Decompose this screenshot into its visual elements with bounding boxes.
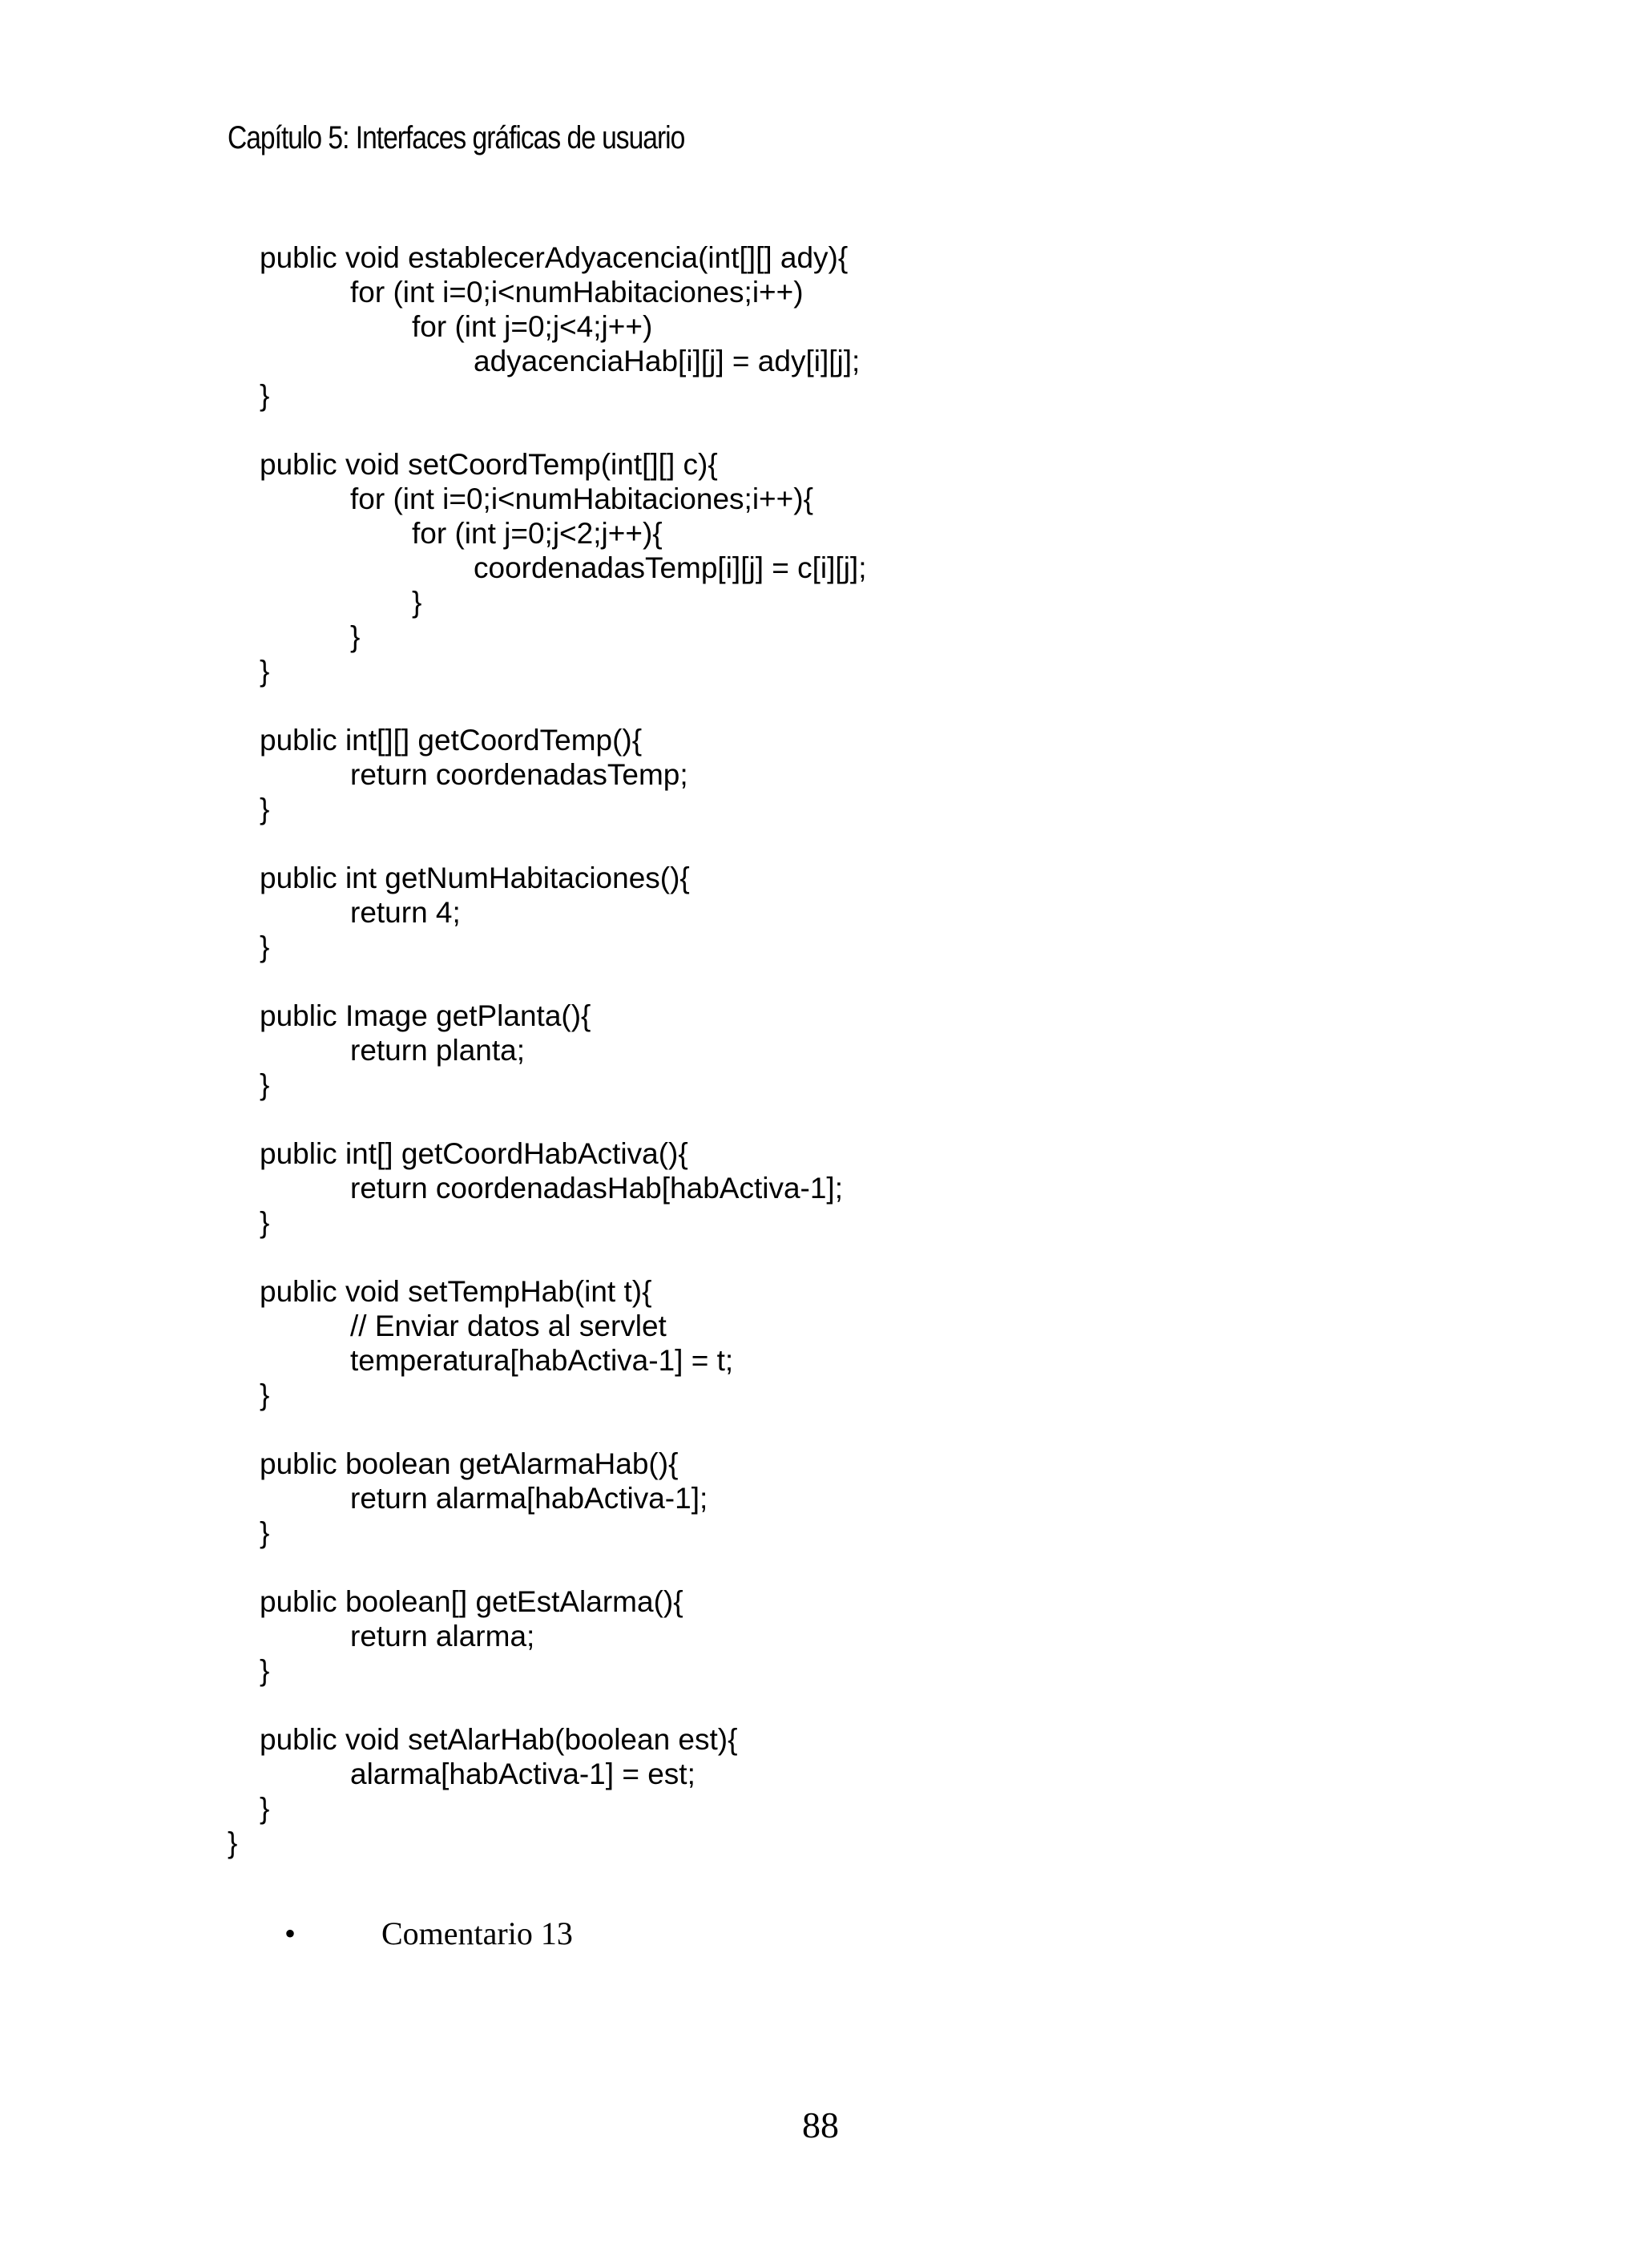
code-line xyxy=(228,1412,1429,1447)
code-line-text: for (int i=0;i<numHabitaciones;i++){ xyxy=(350,482,813,515)
code-line xyxy=(228,275,1429,309)
code-line xyxy=(228,1136,1429,1171)
code-line xyxy=(228,378,1429,413)
code-line xyxy=(228,516,1429,551)
code-line xyxy=(228,1102,1429,1136)
code-line xyxy=(228,1653,1429,1688)
code-line xyxy=(228,1757,1429,1791)
code-line-text: public void establecerAdyacencia(int[][] ady){ xyxy=(260,241,849,274)
code-line xyxy=(228,344,1429,378)
code-line xyxy=(228,723,1429,757)
code-line xyxy=(228,240,1429,275)
code-line-text: return alarma; xyxy=(350,1620,535,1653)
code-line-text: public int[] getCoordHabActiva(){ xyxy=(260,1137,688,1170)
code-listing xyxy=(228,240,1429,1860)
code-line-text: public boolean[] getEstAlarma(){ xyxy=(260,1585,683,1618)
code-line-text: // Enviar datos al servlet xyxy=(350,1310,667,1342)
code-line-text: return 4; xyxy=(350,896,461,929)
code-line-text: } xyxy=(260,1068,270,1101)
code-line-text: for (int j=0;j<4;j++) xyxy=(412,310,653,343)
code-line xyxy=(228,1205,1429,1240)
code-line xyxy=(228,688,1429,723)
code-line xyxy=(228,1309,1429,1343)
code-line xyxy=(228,792,1429,826)
page-number: 88 xyxy=(802,2105,839,2145)
code-line xyxy=(228,964,1429,999)
bullet-text: Comentario 13 xyxy=(381,1915,573,1951)
code-line xyxy=(228,1378,1429,1412)
code-line-text: public Image getPlanta(){ xyxy=(260,999,591,1032)
code-line-text: public int getNumHabitaciones(){ xyxy=(260,862,690,894)
code-line xyxy=(228,447,1429,482)
code-line xyxy=(228,1240,1429,1274)
code-line-text: public void setAlarHab(boolean est){ xyxy=(260,1723,738,1756)
code-line-text: public int[][] getCoordTemp(){ xyxy=(260,724,643,757)
code-line xyxy=(228,1619,1429,1653)
code-line xyxy=(228,1033,1429,1067)
code-line-text: coordenadasTemp[i][j] = c[i][j]; xyxy=(474,551,867,584)
code-line xyxy=(228,1791,1429,1826)
code-line-text: return coordenadasHab[habActiva-1]; xyxy=(350,1172,843,1205)
code-line-text: alarma[habActiva-1] = est; xyxy=(350,1757,696,1790)
code-line xyxy=(228,861,1429,895)
code-line-text: } xyxy=(260,1654,270,1687)
code-line-text: } xyxy=(260,930,270,963)
code-line-text: return coordenadasTemp; xyxy=(350,758,688,791)
code-line xyxy=(228,551,1429,585)
code-line xyxy=(228,1343,1429,1378)
code-line-text: } xyxy=(260,1206,270,1239)
code-line-text: } xyxy=(260,1792,270,1825)
code-line-text: public void setCoordTemp(int[][] c){ xyxy=(260,448,718,481)
code-line xyxy=(228,999,1429,1033)
code-line xyxy=(228,1722,1429,1757)
code-line xyxy=(228,413,1429,447)
code-line-text: public void setTempHab(int t){ xyxy=(260,1275,652,1308)
code-line xyxy=(228,309,1429,344)
code-line xyxy=(228,1550,1429,1584)
code-line-text: return planta; xyxy=(350,1034,526,1067)
code-line xyxy=(228,1515,1429,1550)
code-line-text: adyacenciaHab[i][j] = ady[i][j]; xyxy=(474,345,861,377)
code-line xyxy=(228,757,1429,792)
code-line-text: } xyxy=(350,620,361,653)
code-line-text: for (int j=0;j<2;j++){ xyxy=(412,517,663,550)
code-line xyxy=(228,930,1429,964)
code-line-text: for (int i=0;i<numHabitaciones;i++) xyxy=(350,276,804,309)
code-line xyxy=(228,1584,1429,1619)
code-line xyxy=(228,1067,1429,1102)
code-line-text: } xyxy=(260,655,270,688)
chapter-header: Capítulo 5: Interfaces gráficas de usuario xyxy=(228,120,685,155)
code-line xyxy=(228,585,1429,619)
code-line xyxy=(228,895,1429,930)
code-line xyxy=(228,1274,1429,1309)
code-line xyxy=(228,619,1429,654)
code-line xyxy=(228,482,1429,516)
code-line-text: } xyxy=(228,1826,238,1859)
code-line-text: } xyxy=(260,1378,270,1411)
code-line-text: return alarma[habActiva-1]; xyxy=(350,1482,708,1515)
code-line-text: public boolean getAlarmaHab(){ xyxy=(260,1447,679,1480)
code-line xyxy=(228,1447,1429,1481)
code-line xyxy=(228,1481,1429,1515)
code-line xyxy=(228,1171,1429,1205)
code-line-text: } xyxy=(260,793,270,825)
code-line-text: } xyxy=(260,379,270,412)
code-line xyxy=(228,1826,1429,1860)
code-line xyxy=(228,826,1429,861)
code-line-text: temperatura[habActiva-1] = t; xyxy=(350,1344,734,1377)
bullet-icon: • xyxy=(284,1915,296,1951)
code-line-text: } xyxy=(260,1516,270,1549)
code-line xyxy=(228,1688,1429,1722)
code-line-text: } xyxy=(412,586,422,619)
code-line xyxy=(228,654,1429,688)
